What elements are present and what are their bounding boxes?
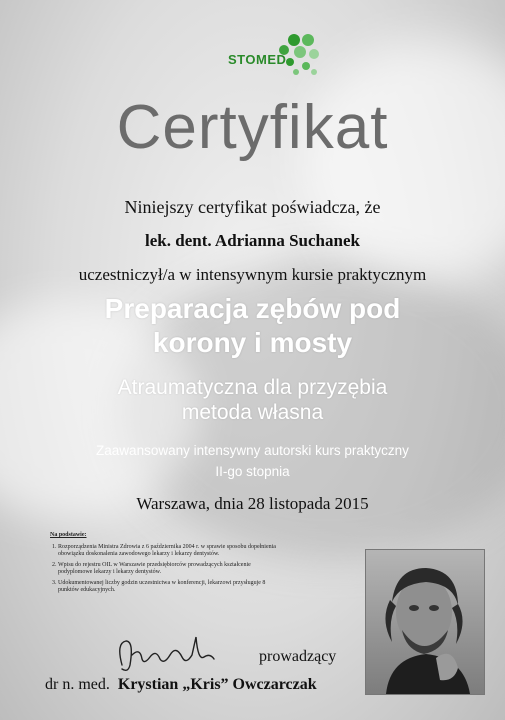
- leader-label: prowadzący: [259, 648, 337, 665]
- legal-basis-item: 2. Wpisu do rejestru OIL w Warszawie przedsiębiorców prowadzących kształcenie podyplomowe lekarzy i lekarzy dentystów.: [58, 562, 280, 577]
- course-level-line-1: Zaawansowany intensywny autorski kurs praktyczny: [96, 443, 409, 458]
- recipient-name: lek. dent. Adrianna Suchanek: [145, 231, 360, 250]
- course-level-line-2: II-go stopnia: [215, 464, 290, 479]
- instructor-name: [45, 676, 317, 694]
- instructor-fullname: Krystian „Kris” Owczarczak: [117, 676, 317, 693]
- method-line-2: metoda własna: [181, 401, 324, 424]
- instructor-photo: [365, 549, 485, 695]
- course-title-line-2: korony i mosty: [152, 327, 353, 358]
- course-title-line-1: Preparacja zębów pod: [104, 293, 401, 324]
- instructor-title: dr n. med.: [45, 676, 110, 693]
- intro-text: Niniejszy certyfikat poświadcza, że: [124, 197, 381, 217]
- legal-basis: [50, 532, 280, 598]
- method-line-1: Atraumatyczna dla przyzębia: [117, 376, 388, 399]
- signature: [112, 625, 222, 680]
- legal-basis-heading: Na podstawie:: [50, 532, 87, 538]
- date-line: Warszawa, dnia 28 listopada 2015: [136, 494, 369, 513]
- legal-basis-item: 3. Udokumentowanej liczby godzin uczestnictwa w konferencji, lekarzowi przysługuje 8 punktów edukacyjnych.: [58, 580, 280, 595]
- legal-basis-item: 1. Rozporządzenia Ministra Zdrowia z 6 października 2004 r. w sprawie sposobu dopełnienia obowiązku doskonalenia zawodowego lekarzy i lekarzy dentystów.: [58, 544, 280, 559]
- participation-text: uczestniczył/a w intensywnym kursie praktycznym: [78, 265, 427, 284]
- logo-text: STOMED: [228, 52, 287, 67]
- certificate-title: Certyfikat: [116, 93, 389, 162]
